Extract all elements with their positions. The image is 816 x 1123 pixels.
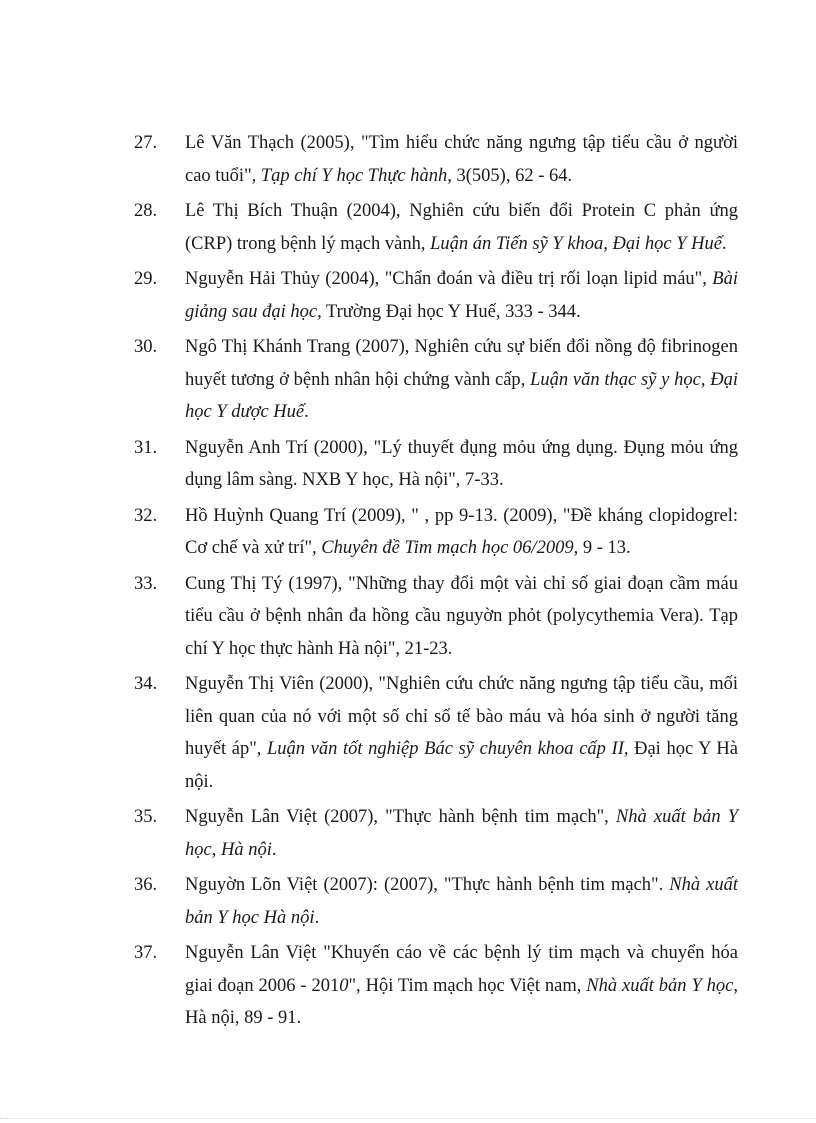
reference-item	[0, 263, 816, 328]
reference-text	[185, 195, 738, 260]
reference-item	[0, 801, 816, 866]
reference-text-segment: .	[314, 907, 320, 928]
reference-text	[185, 937, 738, 1035]
reference-item	[0, 500, 816, 565]
page-bottom-divider	[0, 1118, 816, 1119]
reference-text-segment: Lê Thị Bích Thuận (2004), Nghiên cứu biến đổi Protein C phản ứng (CRP) trong bệnh lý mạch vành,	[185, 201, 738, 254]
reference-number: 34.	[134, 674, 158, 694]
reference-text-segment: Nguyờn Lõn Việt (2007): (2007), "Thực hành bệnh tim mạch".	[185, 875, 670, 895]
reference-number: 36.	[134, 875, 158, 895]
reference-text-segment: ", Hội Tim mạch học Việt nam,	[348, 975, 587, 996]
reference-item	[0, 331, 816, 429]
reference-number: 32.	[134, 505, 158, 526]
reference-text-segment: Hồ Huỳnh Quang Trí (2009), " , pp 9-13. (2009), "Đề kháng clopidogrel: Cơ chế và xử trí",	[185, 505, 738, 558]
reference-text-italic: Nhà xuất bản Y học, Hà nội	[185, 807, 739, 860]
reference-item	[0, 668, 816, 798]
reference-text	[185, 127, 738, 192]
reference-list	[0, 127, 816, 1038]
reference-text	[185, 432, 738, 497]
reference-text-segment: .	[304, 402, 309, 422]
reference-number: 28.	[134, 201, 158, 221]
reference-number: 27.	[134, 133, 158, 153]
reference-text-segment: Cung Thị Tý (1997), "Những thay đổi một vài chỉ số giai đoạn cầm máu tiểu cầu ở bệnh nhân đa hồng cầu nguyờn phỏt (polycythemia Vera). Tạp chí Y học thực hành Hà nội", 21-23.	[185, 573, 738, 659]
reference-item	[0, 432, 816, 497]
reference-text-segment: , Hà nội, 89 - 91.	[185, 975, 738, 1028]
reference-text-segment: Nguyễn Lân Việt (2007), "Thực hành bệnh tim mạch",	[185, 807, 616, 827]
reference-text-segment: Lê Văn Thạch (2005), "Tìm hiểu chức năng ngưng tập tiểu cầu ở người cao tuổi",	[185, 133, 738, 186]
reference-number: 33.	[134, 573, 158, 594]
reference-text-segment: .	[271, 839, 277, 860]
reference-number: 37.	[134, 943, 158, 963]
reference-item	[0, 568, 816, 666]
reference-number: 31.	[134, 437, 158, 458]
reference-item	[0, 127, 816, 192]
reference-item	[0, 937, 816, 1035]
reference-text	[185, 801, 738, 866]
reference-text-segment: Nguyễn Anh Trí (2000), "Lý thuyết đụng mỏu ứng dụng. Đụng mỏu ứng dụng lâm sàng. NXB Y học, Hà nội", 7-33.	[185, 437, 738, 490]
reference-number: 29.	[134, 269, 158, 289]
reference-text-italic: Luận văn tốt nghiệp Bác sỹ chuyên khoa cấp II	[267, 739, 624, 759]
reference-text-italic: , Luận văn thạc sỹ y học, Đại học Y dược Huế	[185, 369, 738, 422]
reference-text	[185, 331, 738, 429]
reference-text-italic: Nhà xuất bản Y học	[586, 975, 734, 996]
reference-item	[0, 869, 816, 934]
reference-number: 35.	[134, 807, 158, 827]
reference-text-segment: 3(505), 62 - 64.	[451, 165, 573, 186]
reference-number: 30.	[134, 337, 158, 357]
reference-text-segment: Ngô Thị Khánh Trang (2007), Nghiên cứu sự biến đổi nồng độ fibrinogen huyết tương ở bệnh nhân hội chứng vành cấp	[185, 337, 738, 390]
reference-text-segment: , 9 - 13.	[573, 538, 631, 558]
reference-text-segment: Nguyễn Hải Thủy (2004), "Chẩn đoán và điều trị rối loạn lipid máu",	[185, 269, 713, 289]
reference-text-italic: Bài giảng sau đại học	[185, 269, 738, 322]
reference-text-segment: Nguyễn Lân Việt "Khuyến cáo về các bệnh lý tim mạch và chuyển hóa giai đoạn 2006 - 201	[185, 943, 738, 996]
reference-text	[185, 668, 738, 798]
reference-text-italic: Chuyên đề Tim mạch học 06/2009	[321, 538, 574, 558]
reference-text-segment: Nguyễn Thị Viên (2000), "Nghiên cứu chức năng ngưng tập tiểu cầu, mối liên quan của nó với một số chỉ số tế bào máu và hóa sinh ở người tăng huyết áp",	[185, 674, 738, 759]
reference-text	[185, 869, 738, 934]
reference-text-segment: , Trường Đại học Y Huế, 333 - 344.	[317, 301, 581, 322]
reference-text	[185, 500, 738, 565]
reference-text	[185, 263, 738, 328]
reference-text-italic: 0	[339, 975, 349, 996]
reference-text-italic: Tạp chí Y học Thực hành,	[260, 165, 452, 186]
reference-text-segment: , Đại học Y Hà nội.	[185, 739, 738, 792]
reference-text-segment: .	[721, 233, 727, 254]
reference-text-italic: Luận án Tiến sỹ Y khoa, Đại học Y Huế	[430, 233, 722, 254]
reference-text-italic: Nhà xuất bản Y học Hà nội	[185, 875, 738, 928]
reference-text	[185, 568, 738, 666]
reference-item	[0, 195, 816, 260]
